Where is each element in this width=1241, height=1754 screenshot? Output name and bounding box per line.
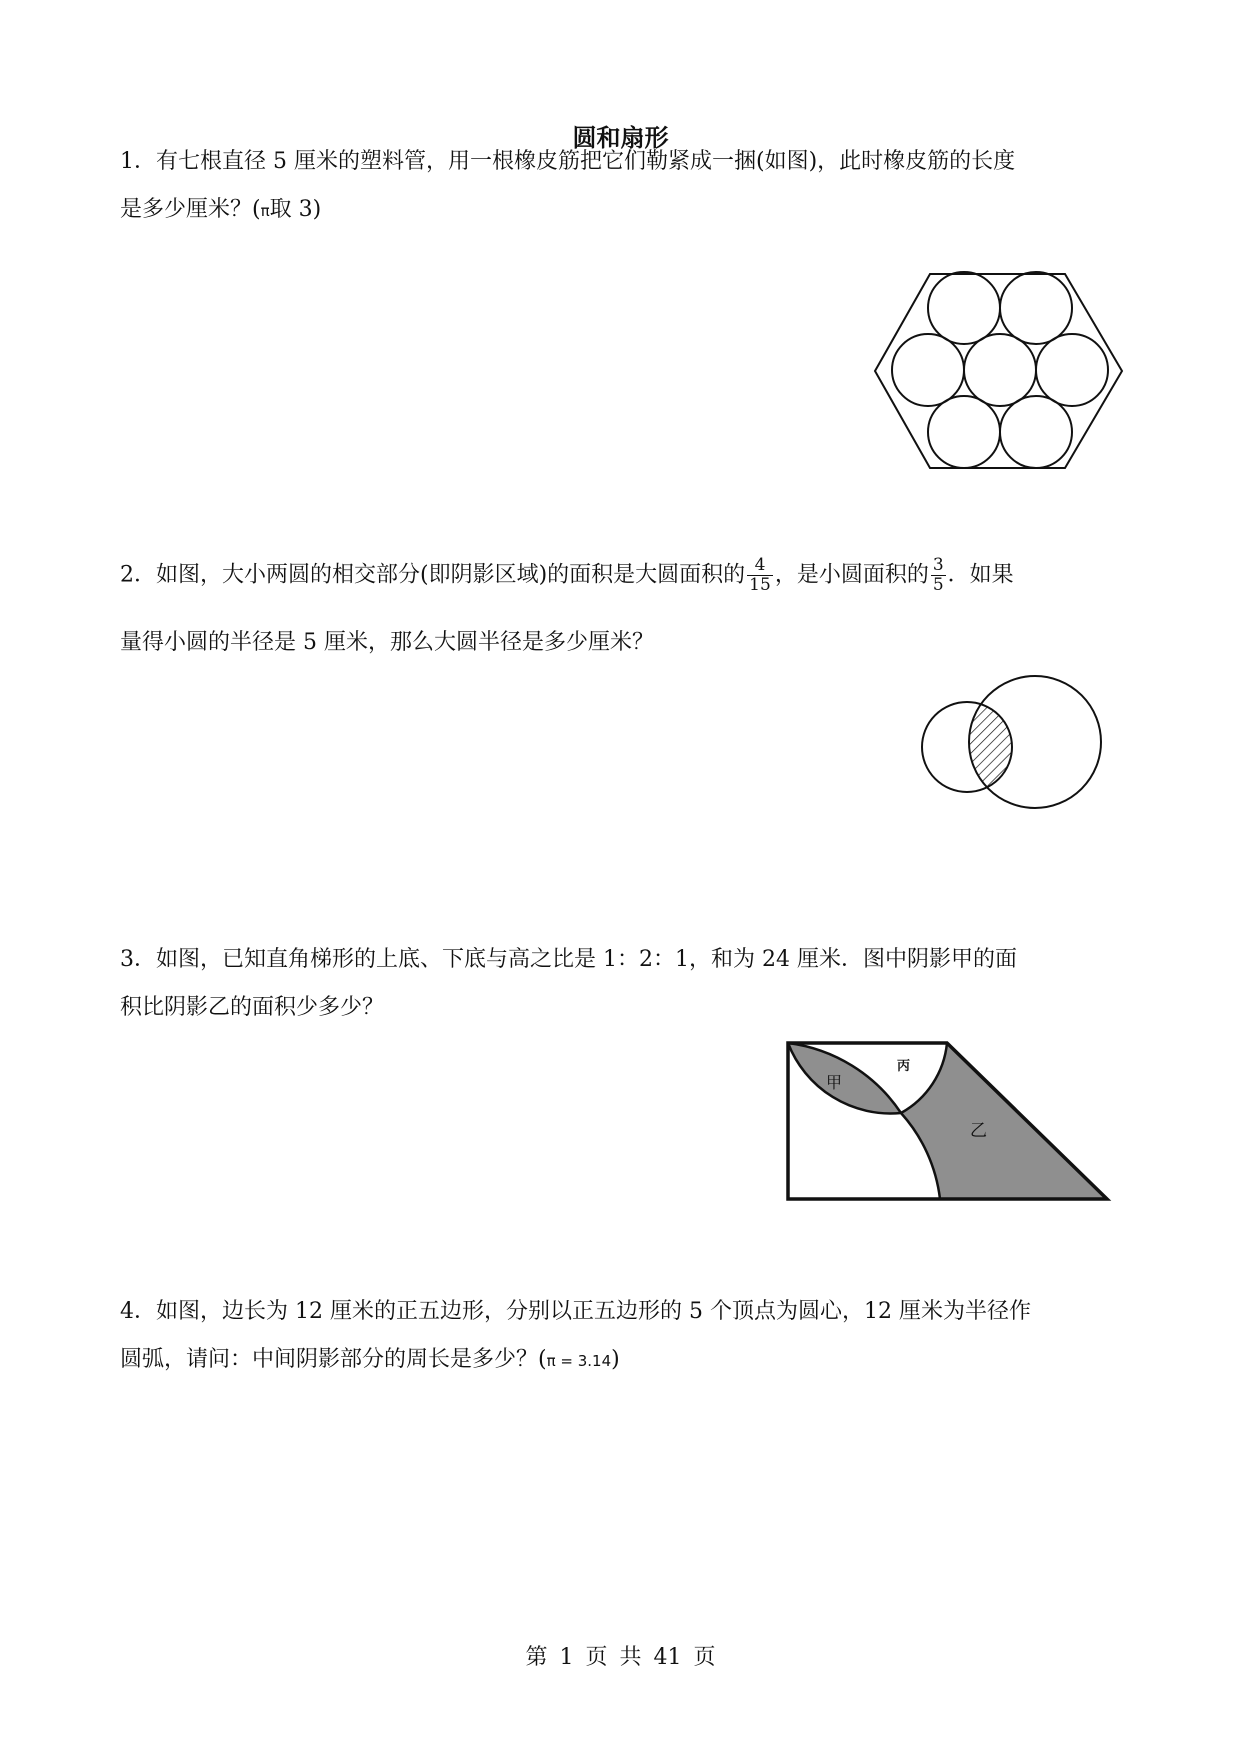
page-title: 圆和扇形 <box>572 123 669 152</box>
shaded-region-yi <box>901 1043 1107 1199</box>
page-footer <box>0 1640 1241 1671</box>
problem-3-figure <box>785 1040 1115 1205</box>
pipe-circle <box>1000 396 1072 468</box>
problem-4-line-2 <box>120 1345 620 1376</box>
problem-1-line-1: 1．有七根直径 5 厘米的塑料管，用一根橡皮筋把它们勒紧成一捆(如图)，此时橡皮筋的长度 <box>120 149 1016 174</box>
pipe-circle <box>928 272 1000 344</box>
problem-4-line-2-tail: ) <box>611 1347 620 1372</box>
footer-ye: 页 <box>585 1645 608 1670</box>
footer-di: 第 <box>525 1645 548 1670</box>
problem-2-text-a: 2．如图，大小两圆的相交部分(即阴影区域)的面积是大圆面积的 <box>120 562 746 588</box>
problem-1-figure <box>885 270 1125 480</box>
label-jia: 甲 <box>826 1073 843 1092</box>
fraction-numerator: 3 <box>932 555 944 575</box>
fraction-4-15 <box>747 556 773 595</box>
problem-2-text-c: ．如果 <box>947 562 1014 588</box>
footer-total-pages: 41 <box>653 1645 682 1670</box>
problem-2-line-1 <box>120 556 1014 595</box>
problem-4-line-2-text: 圆弧，请问：中间阴影部分的周长是多少？( <box>120 1347 547 1372</box>
footer-ye2: 页 <box>693 1645 716 1670</box>
problem-1-line-2 <box>120 195 321 226</box>
fraction-3-5 <box>931 556 946 595</box>
problem-1-line-2-tail: 取 3) <box>269 197 322 222</box>
fraction-denominator: 15 <box>749 575 771 595</box>
pipe-circle <box>928 396 1000 468</box>
pi-value: π = 3.14 <box>546 1352 612 1370</box>
fraction-numerator: 4 <box>747 556 773 576</box>
problem-2-figure <box>915 670 1115 820</box>
pipe-circle <box>964 334 1036 406</box>
problem-4-line-1: 4．如图，边长为 12 厘米的正五边形，分别以正五边形的 5 个顶点为圆心，12 厘米为半径作 <box>120 1299 1031 1324</box>
problem-3-line-2: 积比阴影乙的面积少多少？ <box>120 995 385 1020</box>
problem-2-text-b: ，是小圆面积的 <box>774 562 929 588</box>
pi-symbol: π <box>260 202 270 220</box>
problem-2-line-2: 量得小圆的半径是 5 厘米，那么大圆半径是多少厘米？ <box>120 630 654 655</box>
label-yi: 乙 <box>970 1121 987 1141</box>
footer-gong: 共 <box>619 1645 642 1670</box>
problem-3-line-1: 3．如图，已知直角梯形的上底、下底与高之比是 1：2：1，和为 24 厘米．图中阴影甲的面 <box>120 947 1017 972</box>
pipe-circle <box>892 334 964 406</box>
pipe-circle <box>1036 334 1108 406</box>
problem-1-line-2-text: 是多少厘米？( <box>120 197 261 222</box>
label-bing: 丙 <box>897 1059 911 1074</box>
fraction-denominator: 5 <box>932 575 944 595</box>
pipe-circle <box>1000 272 1072 344</box>
footer-page-number: 1 <box>559 1645 574 1670</box>
